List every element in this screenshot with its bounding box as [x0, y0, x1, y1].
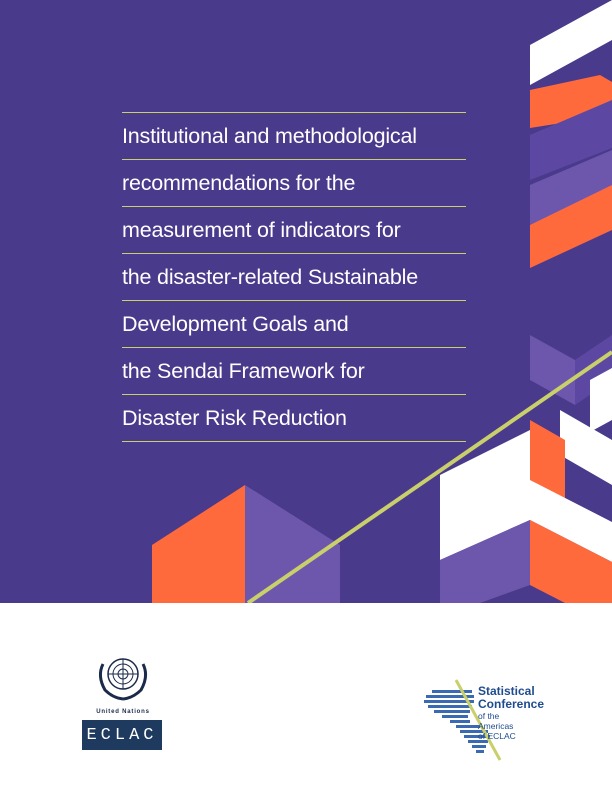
conference-line: of ECLAC [478, 731, 516, 741]
title-line: Disaster Risk Reduction [122, 395, 466, 442]
title-line: the Sendai Framework for [122, 348, 466, 395]
title-line: Institutional and methodological [122, 113, 466, 160]
conference-logo-text [478, 685, 544, 741]
title-line: Development Goals and [122, 301, 466, 348]
eclac-logo: ECLAC [82, 720, 162, 750]
report-title [122, 112, 466, 442]
un-emblem-icon [93, 650, 153, 702]
conference-line: Americas [478, 721, 514, 731]
title-line: the disaster-related Sustainable [122, 254, 466, 301]
conference-line: of the [478, 711, 500, 721]
un-label: United Nations [96, 709, 150, 715]
title-line: recommendations for the [122, 160, 466, 207]
conference-line: Conference [478, 697, 545, 711]
title-line: measurement of indicators for [122, 207, 466, 254]
un-logo [82, 650, 164, 715]
conference-line: Statistical [478, 684, 535, 698]
